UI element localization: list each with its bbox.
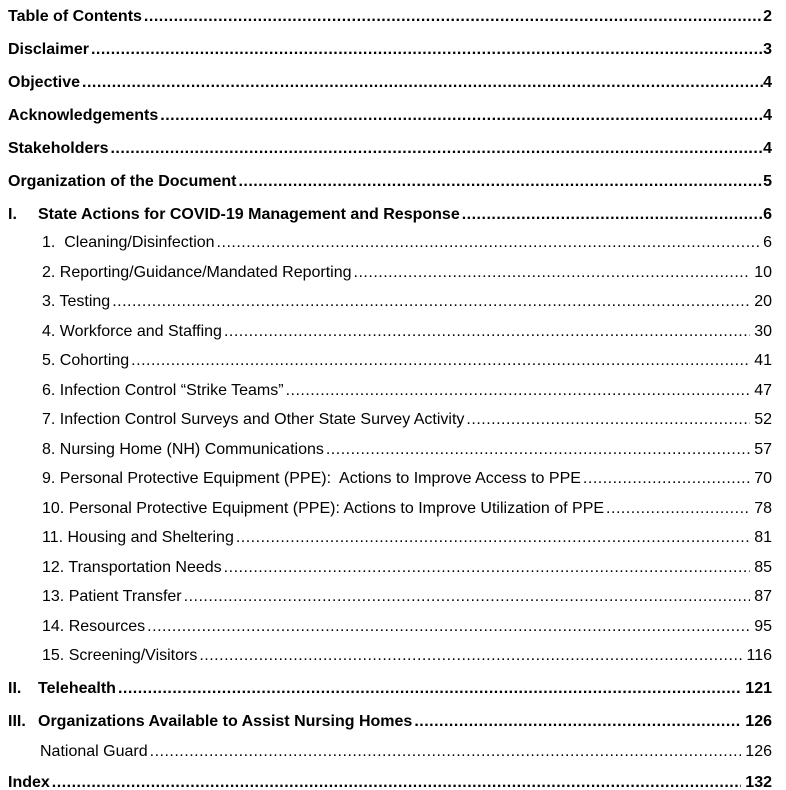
entry-label: 14. Resources	[42, 617, 146, 635]
entry-label: 7. Infection Control Surveys and Other State Survey Activity	[42, 411, 465, 428]
dot-leader	[414, 712, 741, 731]
dot-leader	[224, 558, 751, 577]
toc-entry[interactable]	[8, 292, 772, 311]
toc-entry[interactable]	[8, 205, 772, 224]
section-numeral: III.	[8, 713, 26, 730]
page-number: 70	[754, 470, 772, 487]
toc-entry[interactable]	[8, 587, 772, 606]
page-number: 6	[763, 206, 772, 223]
page-number: 95	[754, 617, 772, 635]
page-number: 41	[754, 352, 772, 369]
entry-label: Objective	[8, 74, 81, 91]
toc-entry[interactable]	[8, 351, 772, 370]
section-numeral: I.	[8, 206, 17, 223]
toc-entry[interactable]	[8, 139, 772, 158]
page-number: 20	[754, 293, 772, 310]
page-number: 2	[763, 8, 772, 25]
entry-label: 15. Screening/Visitors	[42, 647, 198, 664]
page-number: 52	[754, 411, 772, 428]
toc-entry[interactable]	[8, 233, 772, 252]
entry-label: 1. Cleaning/Disinfection	[42, 234, 215, 251]
toc-entry[interactable]	[8, 712, 772, 731]
dot-leader	[354, 263, 751, 282]
page-number: 3	[763, 41, 772, 58]
page-number: 47	[754, 381, 772, 399]
dot-leader	[82, 73, 763, 92]
dot-leader	[466, 410, 750, 429]
toc-entry[interactable]	[8, 440, 772, 459]
dot-leader	[583, 469, 750, 488]
entry-label: Stakeholders	[8, 140, 109, 157]
page-number: 81	[754, 529, 772, 546]
entry-label: 3. Testing	[42, 293, 111, 310]
entry-label: Telehealth	[38, 680, 116, 697]
dot-leader	[91, 40, 763, 59]
dot-leader	[238, 172, 763, 191]
dot-leader	[147, 617, 750, 636]
page-number: 116	[746, 647, 772, 664]
toc-entry[interactable]	[8, 617, 772, 636]
entry-label: State Actions for COVID-19 Management and Response	[38, 206, 460, 223]
page-number: 78	[754, 499, 772, 517]
page-number: 30	[754, 322, 772, 340]
entry-label: 6. Infection Control “Strike Teams”	[42, 381, 284, 399]
page-number: 4	[763, 140, 772, 157]
page-number: 4	[763, 107, 772, 124]
dot-leader	[160, 106, 763, 125]
entry-label: Acknowledgements	[8, 107, 159, 124]
toc-entry[interactable]	[8, 646, 772, 665]
entry-label: 8. Nursing Home (NH) Communications	[42, 440, 324, 458]
dot-leader	[326, 440, 750, 459]
page-number: 126	[745, 713, 772, 730]
dot-leader	[224, 322, 750, 341]
dot-leader	[236, 528, 750, 547]
toc-entry[interactable]	[8, 410, 772, 429]
page-number: 6	[763, 234, 772, 251]
entry-label: National Guard	[40, 742, 148, 760]
dot-leader	[150, 742, 742, 761]
dot-leader	[217, 233, 760, 252]
dot-leader	[606, 499, 750, 518]
toc-entry[interactable]	[8, 773, 772, 790]
entry-label: 2. Reporting/Guidance/Mandated Reporting	[42, 263, 352, 281]
toc-entry[interactable]	[8, 679, 772, 698]
dot-leader	[184, 587, 751, 606]
entry-label: 4. Workforce and Staffing	[42, 322, 222, 340]
toc-list	[8, 7, 772, 790]
entry-label: 13. Patient Transfer	[42, 588, 182, 605]
dot-leader	[110, 139, 763, 158]
page-number: 121	[745, 680, 772, 697]
dot-leader	[199, 646, 742, 665]
toc-entry[interactable]	[8, 73, 772, 92]
section-numeral: II.	[8, 680, 22, 697]
dot-leader	[112, 292, 750, 311]
page-number: 132	[745, 773, 772, 790]
toc-entry[interactable]	[8, 106, 772, 125]
toc-entry[interactable]	[8, 742, 772, 761]
toc-entry[interactable]	[8, 469, 772, 488]
page-number: 57	[754, 440, 772, 458]
dot-leader	[462, 205, 763, 224]
page-number: 87	[754, 588, 772, 605]
page-number: 5	[763, 173, 772, 190]
entry-label: Organizations Available to Assist Nursing Homes	[38, 713, 413, 730]
page-number: 10	[754, 263, 772, 281]
entry-label: Index	[8, 773, 50, 790]
entry-label: Table of Contents	[8, 8, 142, 25]
toc-entry[interactable]	[8, 322, 772, 341]
toc-entry[interactable]	[8, 172, 772, 191]
entry-label: 9. Personal Protective Equipment (PPE): Actions to Improve Access to PPE	[42, 470, 581, 487]
entry-label: Disclaimer	[8, 41, 89, 58]
toc-entry[interactable]	[8, 40, 772, 59]
page-number: 85	[754, 558, 772, 576]
toc-entry[interactable]	[8, 558, 772, 577]
entry-label: 10. Personal Protective Equipment (PPE): Actions to Improve Utilization of PPE	[42, 499, 605, 517]
dot-leader	[52, 773, 742, 790]
dot-leader	[144, 7, 763, 26]
entry-label: Organization of the Document	[8, 173, 237, 190]
page-number: 4	[763, 74, 772, 91]
toc-entry[interactable]	[8, 381, 772, 400]
dot-leader	[131, 351, 750, 370]
toc-entry[interactable]	[8, 499, 772, 518]
toc-entry[interactable]	[8, 263, 772, 282]
entry-label: 5. Cohorting	[42, 352, 130, 369]
dot-leader	[118, 679, 741, 698]
toc-entry[interactable]	[8, 528, 772, 547]
entry-label: 11. Housing and Sheltering	[42, 529, 234, 546]
toc-entry[interactable]	[8, 7, 772, 26]
entry-label: 12. Transportation Needs	[42, 558, 222, 576]
dot-leader	[286, 381, 751, 400]
page-number: 126	[745, 742, 772, 760]
